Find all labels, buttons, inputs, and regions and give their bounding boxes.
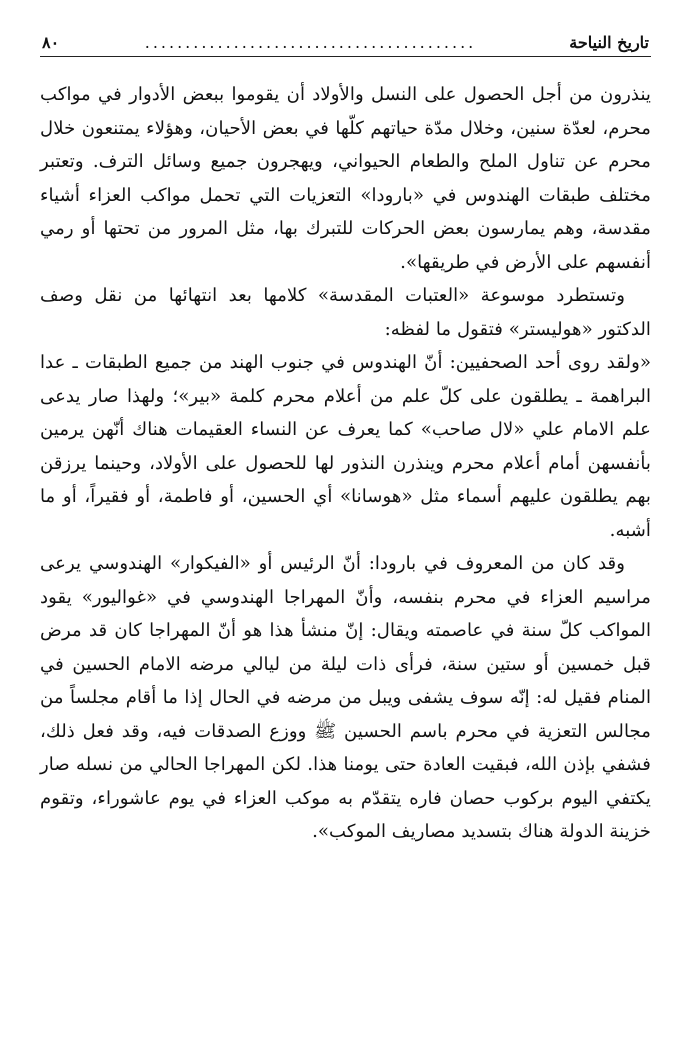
page-number: ٨٠ [42,33,60,52]
running-header [40,32,651,57]
paragraph-journalist-quote: «ولقد روى أحد الصحفيين: أنّ الهندوس في جنوب الهند من جميع الطبقات ـ عدا البراهمة ـ يطلقون على كلّ علم من أعلام محرم كلمة «بير»؛ ولهذا صار يدعى علم الامام علي «لال صاحب» كما يعرف عن النساء العقيمات هناك أنّهن يرمين بأنفسهن أمام أعلام محرم وينذرن النذور لها للحصول على الأولاد، وحينما يرزقن بهم يطلقون عليهم أسماء مثل «هوسانا» أي الحسين، أو فاطمة، أو فقيراً، أو ما أشبه. [40,352,651,541]
header-leader-dots: ......................................... [144,33,477,52]
paragraph-baroda-maharaja: وقد كان من المعروف في بارودا: أنّ الرئيس أو «الفيكوار» الهندوسي يرعى مراسيم العزاء في محرم بنفسه، وأنّ المهراجا الهندوسي في «غواليور» يقود المواكب كلّ سنة في عاصمته ويقال: إنّ منشأ هذا هو أنّ المهراجا كان قد مرض قبل خمسين أو ستين سنة، فرأى ذات ليلة من ليالي مرضه الامام الحسين في المنام فقيل له: إنّه سوف يشفى ويبل من مرضه في الحال إذا ما أقام مجلساً من مجالس التعزية في محرم باسم الحسين ﷺ ووزع الصدقات فيه، وقد فعل ذلك، فشفي بإذن الله، فبقيت العادة حتى يومنا هذا. لكن المهراجا الحالي من نسله صار يكتفي اليوم بركوب حصان فاره يتقدّم به موكب العزاء في يوم عاشوراء، وتقوم خزينة الدولة هناك بتسديد مصاريف الموكب». [40,553,651,842]
paragraph-continued: ينذرون من أجل الحصول على النسل والأولاد أن يقوموا ببعض الأدوار في مواكب محرم، لعدّة سنين، وخلال مدّة حياتهم كلّها في بعض الأحيان، وهؤلاء يمتنعون خلال محرم عن تناول الملح والطعام الحيواني، ويهجرون جميع وسائل الترف. وتعتبر مختلف طبقات الهندوس في «بارودا» التعزيات التي تحمل مواكب العزاء أشياء مقدسة، وهم يمارسون بعض الحركات للتبرك بها، مثل المرور من تحتها أو رمي أنفسهم على الأرض في طريقها». [40,84,651,273]
body-text [40,78,651,849]
book-title: تاريخ النياحة [569,33,649,52]
paragraph-encyclopedia-intro: وتستطرد موسوعة «العتبات المقدسة» كلامها بعد انتهائها من نقل وصف الدكتور «هوليستر» فتقول ما لفظه: [40,285,651,340]
